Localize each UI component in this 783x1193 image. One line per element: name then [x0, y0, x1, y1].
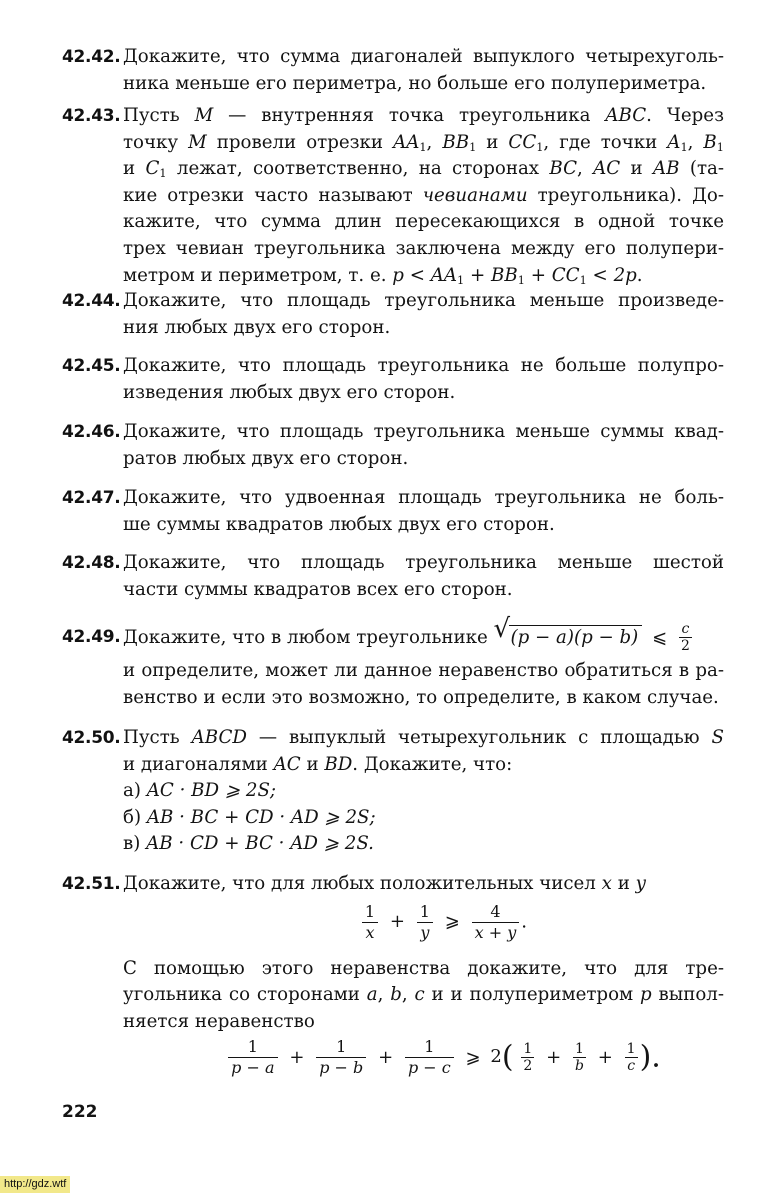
problem-text-line: и диагоналями AC и BD. Докажите, что:	[123, 753, 513, 775]
fraction-c-over-2: $\frac{c}{2}$	[680, 621, 690, 654]
problem-text-line: венство и если это возможно, то определите, в каком случае.	[123, 686, 719, 708]
term-cevians: чевианами	[422, 184, 528, 206]
fraction-1-over-p-minus-a: $\frac{1}{p - a}$	[228, 1039, 277, 1076]
problem-number: 42.49.	[62, 627, 121, 647]
problem-42-48	[62, 550, 724, 603]
fraction-1-over-2: $\frac{1}{2}$	[523, 1040, 533, 1074]
problem-42-44	[62, 288, 724, 341]
problem-42-45	[62, 353, 724, 406]
page-number: 222	[62, 1102, 98, 1122]
problem-number: 42.44.	[62, 291, 121, 311]
problem-text-line: С помощью этого неравенства докажите, что для тре-	[123, 957, 724, 979]
watermark-link[interactable]: http://gdz.wtf	[0, 1176, 70, 1193]
problem-number: 42.45.	[62, 356, 121, 376]
problem-number: 42.51.	[62, 874, 121, 894]
fraction-4-over-x-plus-y: $\frac{4}{x + y}$	[472, 904, 520, 941]
inequality-display-1: $\frac{1}{x}$ + $\frac{1}{y}$ ⩾ $\frac{4}{x + y}$ .	[123, 898, 724, 956]
problem-number: 42.42.	[62, 47, 121, 67]
problem-text-line: и определите, может ли данное неравенство обратиться в ра-	[123, 660, 724, 681]
problem-text-line: Докажите, что площадь треугольника меньше произведе-	[123, 290, 724, 311]
problem-text-line: няется неравенство	[123, 1010, 315, 1032]
problem-number: 42.43.	[62, 106, 121, 126]
inequality-display-2: $\frac{1}{p - a}$ + $\frac{1}{p - b}$ + $\frac{1}{p - c}$ ⩾ 2( $\frac{1}{2}$ + $\frac{1}{b}$ + $\frac{1}{c}$ ).	[123, 1035, 724, 1091]
problem-text-line: кие отрезки часто называют чевианами треугольника). До-	[123, 184, 724, 206]
problem-text-line: ше суммы квадратов любых двух его сторон.	[123, 513, 555, 535]
problem-number: 42.47.	[62, 488, 121, 508]
problem-text-line: Пусть ABCD — выпуклый четырехугольник с площадью S	[123, 727, 724, 748]
problem-text-line: Докажите, что площадь треугольника меньше суммы квад-	[123, 421, 724, 442]
sub-item-a: а) AC · BD ⩾ 2S;	[123, 780, 277, 802]
problem-42-49	[62, 614, 724, 711]
fraction-1-over-p-minus-b: $\frac{1}{p - b}$	[316, 1039, 366, 1076]
problem-text-line: изведения любых двух его сторон.	[123, 381, 456, 403]
problem-number: 42.48.	[62, 553, 121, 573]
problem-text-line: точку M провели отрезки $AA_1$, $BB_1$ и $CC_1$, где точки $A_1$, $B_1$	[123, 131, 724, 154]
problem-text-line: Докажите, что площадь треугольника меньше шестой	[123, 552, 724, 573]
problem-text-line: Докажите, что площадь треугольника не больше полупро-	[123, 355, 724, 376]
problem-text-line: Докажите, что удвоенная площадь треугольника не боль-	[123, 487, 724, 508]
problem-42-51	[62, 871, 724, 1091]
problem-text-line: ния любых двух его сторон.	[123, 316, 391, 338]
problem-text-line: части суммы квадратов всех его сторон.	[123, 578, 513, 600]
sub-item-b: б) AB · BC + CD · AD ⩾ 2S;	[123, 806, 376, 828]
fraction-1-over-y: $\frac{1}{y}$	[417, 904, 433, 941]
problem-text-line: Докажите, что в любом треугольнике √ (p − a)(p − b) ⩽ $\frac{c}{2}$	[123, 614, 690, 654]
problem-42-46	[62, 419, 724, 472]
fraction-1-over-c: $\frac{1}{c}$	[626, 1040, 636, 1074]
problem-text-line: метром и периметром, т. е. $p < AA_1 + BB_1 + CC_1 < 2p$.	[123, 264, 643, 287]
problem-number: 42.50.	[62, 728, 121, 748]
fraction-1-over-x: $\frac{1}{x}$	[362, 904, 378, 941]
problem-42-43	[62, 103, 724, 289]
problem-42-42	[62, 44, 724, 97]
problem-text-line: ника меньше его периметра, но больше его полупериметра.	[123, 72, 707, 94]
problem-text-line: трех чевиан треугольника заключена между его полупери-	[123, 237, 724, 259]
problem-42-50	[62, 725, 724, 858]
problem-text-line: и $C_1$ лежат, соответственно, на сторонах BC, AC и AB (та-	[123, 158, 724, 180]
problem-number: 42.46.	[62, 422, 121, 442]
problem-text-line: Пусть M — внутренняя точка треугольника ABC. Через	[123, 105, 724, 126]
problem-text-line: угольника со сторонами a, b, c и и полупериметром p выпол-	[123, 984, 724, 1006]
problem-text-line: ратов любых двух его сторон.	[123, 447, 409, 469]
problem-text-line: Докажите, что для любых положительных чисел x и y	[123, 873, 646, 894]
sub-item-c: в) AB · CD + BC · AD ⩾ 2S.	[123, 833, 374, 855]
fraction-1-over-b: $\frac{1}{b}$	[575, 1040, 584, 1074]
square-root-expression: √ (p − a)(p − b)	[494, 620, 643, 656]
problem-text-line: кажите, что сумма длин пересекающихся в одной точке	[123, 211, 724, 233]
problem-text-line: Докажите, что сумма диагоналей выпуклого четырехуголь-	[123, 46, 724, 67]
problem-42-47	[62, 485, 724, 538]
fraction-1-over-p-minus-c: $\frac{1}{p - c}$	[405, 1039, 454, 1076]
